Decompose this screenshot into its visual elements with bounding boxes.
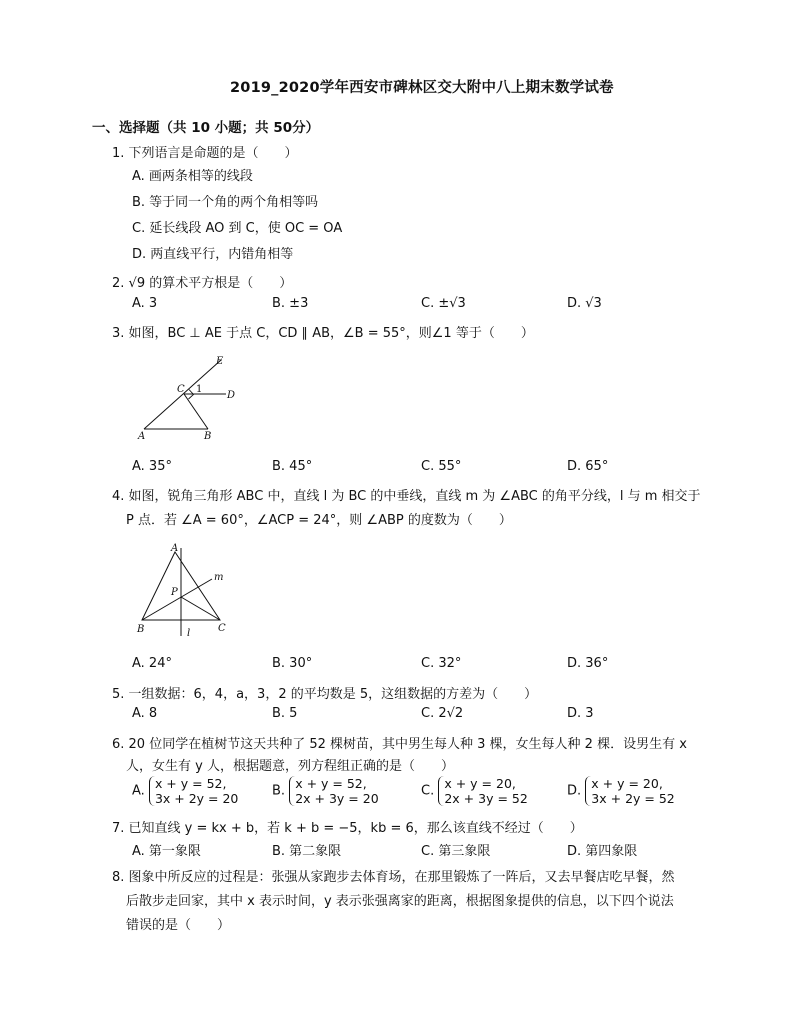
label-m: m [214,572,224,583]
question-4-figure [132,540,242,642]
equation-system-c [438,776,527,806]
question-2-option-a: A. 3 [132,296,158,311]
question-6-stem-line1: 6. 20 位同学在植树节这天共种了 52 棵树苗，其中男生每人种 3 棵，女生每人种 2 棵．设男生有 x [112,737,687,752]
label-a: A [138,431,146,442]
label-c: C [218,623,226,634]
question-3-option-b: B. 45° [272,459,313,474]
question-1-stem: 1. 下列语言是命题的是（ ） [112,146,298,161]
segment-bc [184,394,208,429]
question-7-stem: 7. 已知直线 y = kx + b，若 k + b = −5，kb = 6，那么该直线不经过（ ） [112,821,583,836]
question-7-option-a: A. 第一象限 [132,844,201,859]
question-2-option-d: D. √3 [567,296,602,311]
question-3-stem: 3. 如图，BC ⊥ AE 于点 C，CD ∥ AB，∠B = 55°，则∠1 等于（ ） [112,326,534,341]
question-3-figure [130,352,240,444]
question-1-option-b: B. 等于同一个角的两个角相等吗 [132,195,319,210]
label-e: E [216,356,224,367]
question-1-option-d: D. 两直线平行，内错角相等 [132,247,294,262]
equation-a2: 3x + 2y = 20 [154,791,239,806]
question-4-option-a: A. 24° [132,656,172,671]
question-6-option-d [567,776,675,806]
question-7-option-d: D. 第四象限 [567,844,638,859]
question-5-option-a: A. 8 [132,706,158,721]
option-b-label: B. [272,783,286,799]
question-8-stem-line1: 8. 图象中所反应的过程是：张强从家跑步去体育场，在那里锻炼了一阵后，又去早餐店吃早餐，然 [112,870,675,885]
equation-c2: 2x + 3y = 52 [444,791,528,806]
equation-b1: x + y = 52, [295,776,367,791]
equation-a1: x + y = 52, [154,776,227,791]
question-5-stem: 5. 一组数据：6，4，a，3，2 的平均数是 5，这组数据的方差为（ ） [112,687,538,702]
question-4-option-c: C. 32° [421,656,462,671]
section-heading: 一、选择题（共 10 小题；共 50分） [92,120,320,136]
question-6-option-a [132,776,238,806]
page-title: 2019_2020学年西安市碑林区交大附中八上期末数学试卷 [230,80,614,96]
label-p: P [171,587,178,598]
equation-d2: 3x + 2y = 52 [591,791,675,806]
question-7-option-c: C. 第三象限 [421,844,491,859]
question-7-option-b: B. 第二象限 [272,844,342,859]
question-1-option-a: A. 画两条相等的线段 [132,169,253,184]
question-3-option-a: A. 35° [132,459,172,474]
question-5-option-c: C. 2√2 [421,706,464,721]
label-angle-1: 1 [196,384,203,395]
equation-system-b [289,776,378,806]
question-2-stem: 2. √9 的算术平方根是（ ） [112,276,293,291]
question-2-option-b: B. ±3 [272,296,309,311]
label-a: A [171,543,179,554]
question-5-option-b: B. 5 [272,706,298,721]
question-4-option-b: B. 30° [272,656,313,671]
option-c-label: C. [421,783,435,799]
question-3-option-c: C. 55° [421,459,462,474]
equation-c1: x + y = 20, [444,776,516,791]
question-6-option-b [272,776,379,806]
equation-d1: x + y = 20, [591,776,663,791]
question-5-option-d: D. 3 [567,706,594,721]
question-4-stem-line2: P 点．若 ∠A = 60°，∠ACP = 24°，则 ∠ABP 的度数为（ ） [126,513,512,528]
label-b: B [204,431,212,442]
question-6-option-c [421,776,528,806]
question-4-option-d: D. 36° [567,656,609,671]
label-l: l [187,628,191,639]
equation-system-a [149,776,238,806]
question-2-option-c: C. ±√3 [421,296,466,311]
label-c: C [177,384,185,395]
equation-b2: 2x + 3y = 20 [295,791,379,806]
question-6-stem-line2: 人，女生有 y 人，根据题意，列方程组正确的是（ ） [126,759,454,774]
option-a-label: A. [132,783,145,799]
label-b: B [137,624,145,635]
question-3-option-d: D. 65° [567,459,609,474]
segment-pc [181,597,220,620]
question-1-option-c: C. 延长线段 AO 到 C，使 OC = OA [132,221,343,236]
question-8-stem-line2: 后散步走回家，其中 x 表示时间，y 表示张强离家的距离，根据图象提供的信息，以下四个说法 [126,894,674,909]
equation-system-d [585,776,674,806]
question-4-stem-line1: 4. 如图，锐角三角形 ABC 中，直线 l 为 BC 的中垂线，直线 m 为 ∠ABC 的角平分线，l 与 m 相交于 [112,489,701,504]
option-d-label: D. [567,783,582,799]
label-d: D [227,390,236,401]
question-8-stem-line3: 错误的是（ ） [126,918,231,933]
